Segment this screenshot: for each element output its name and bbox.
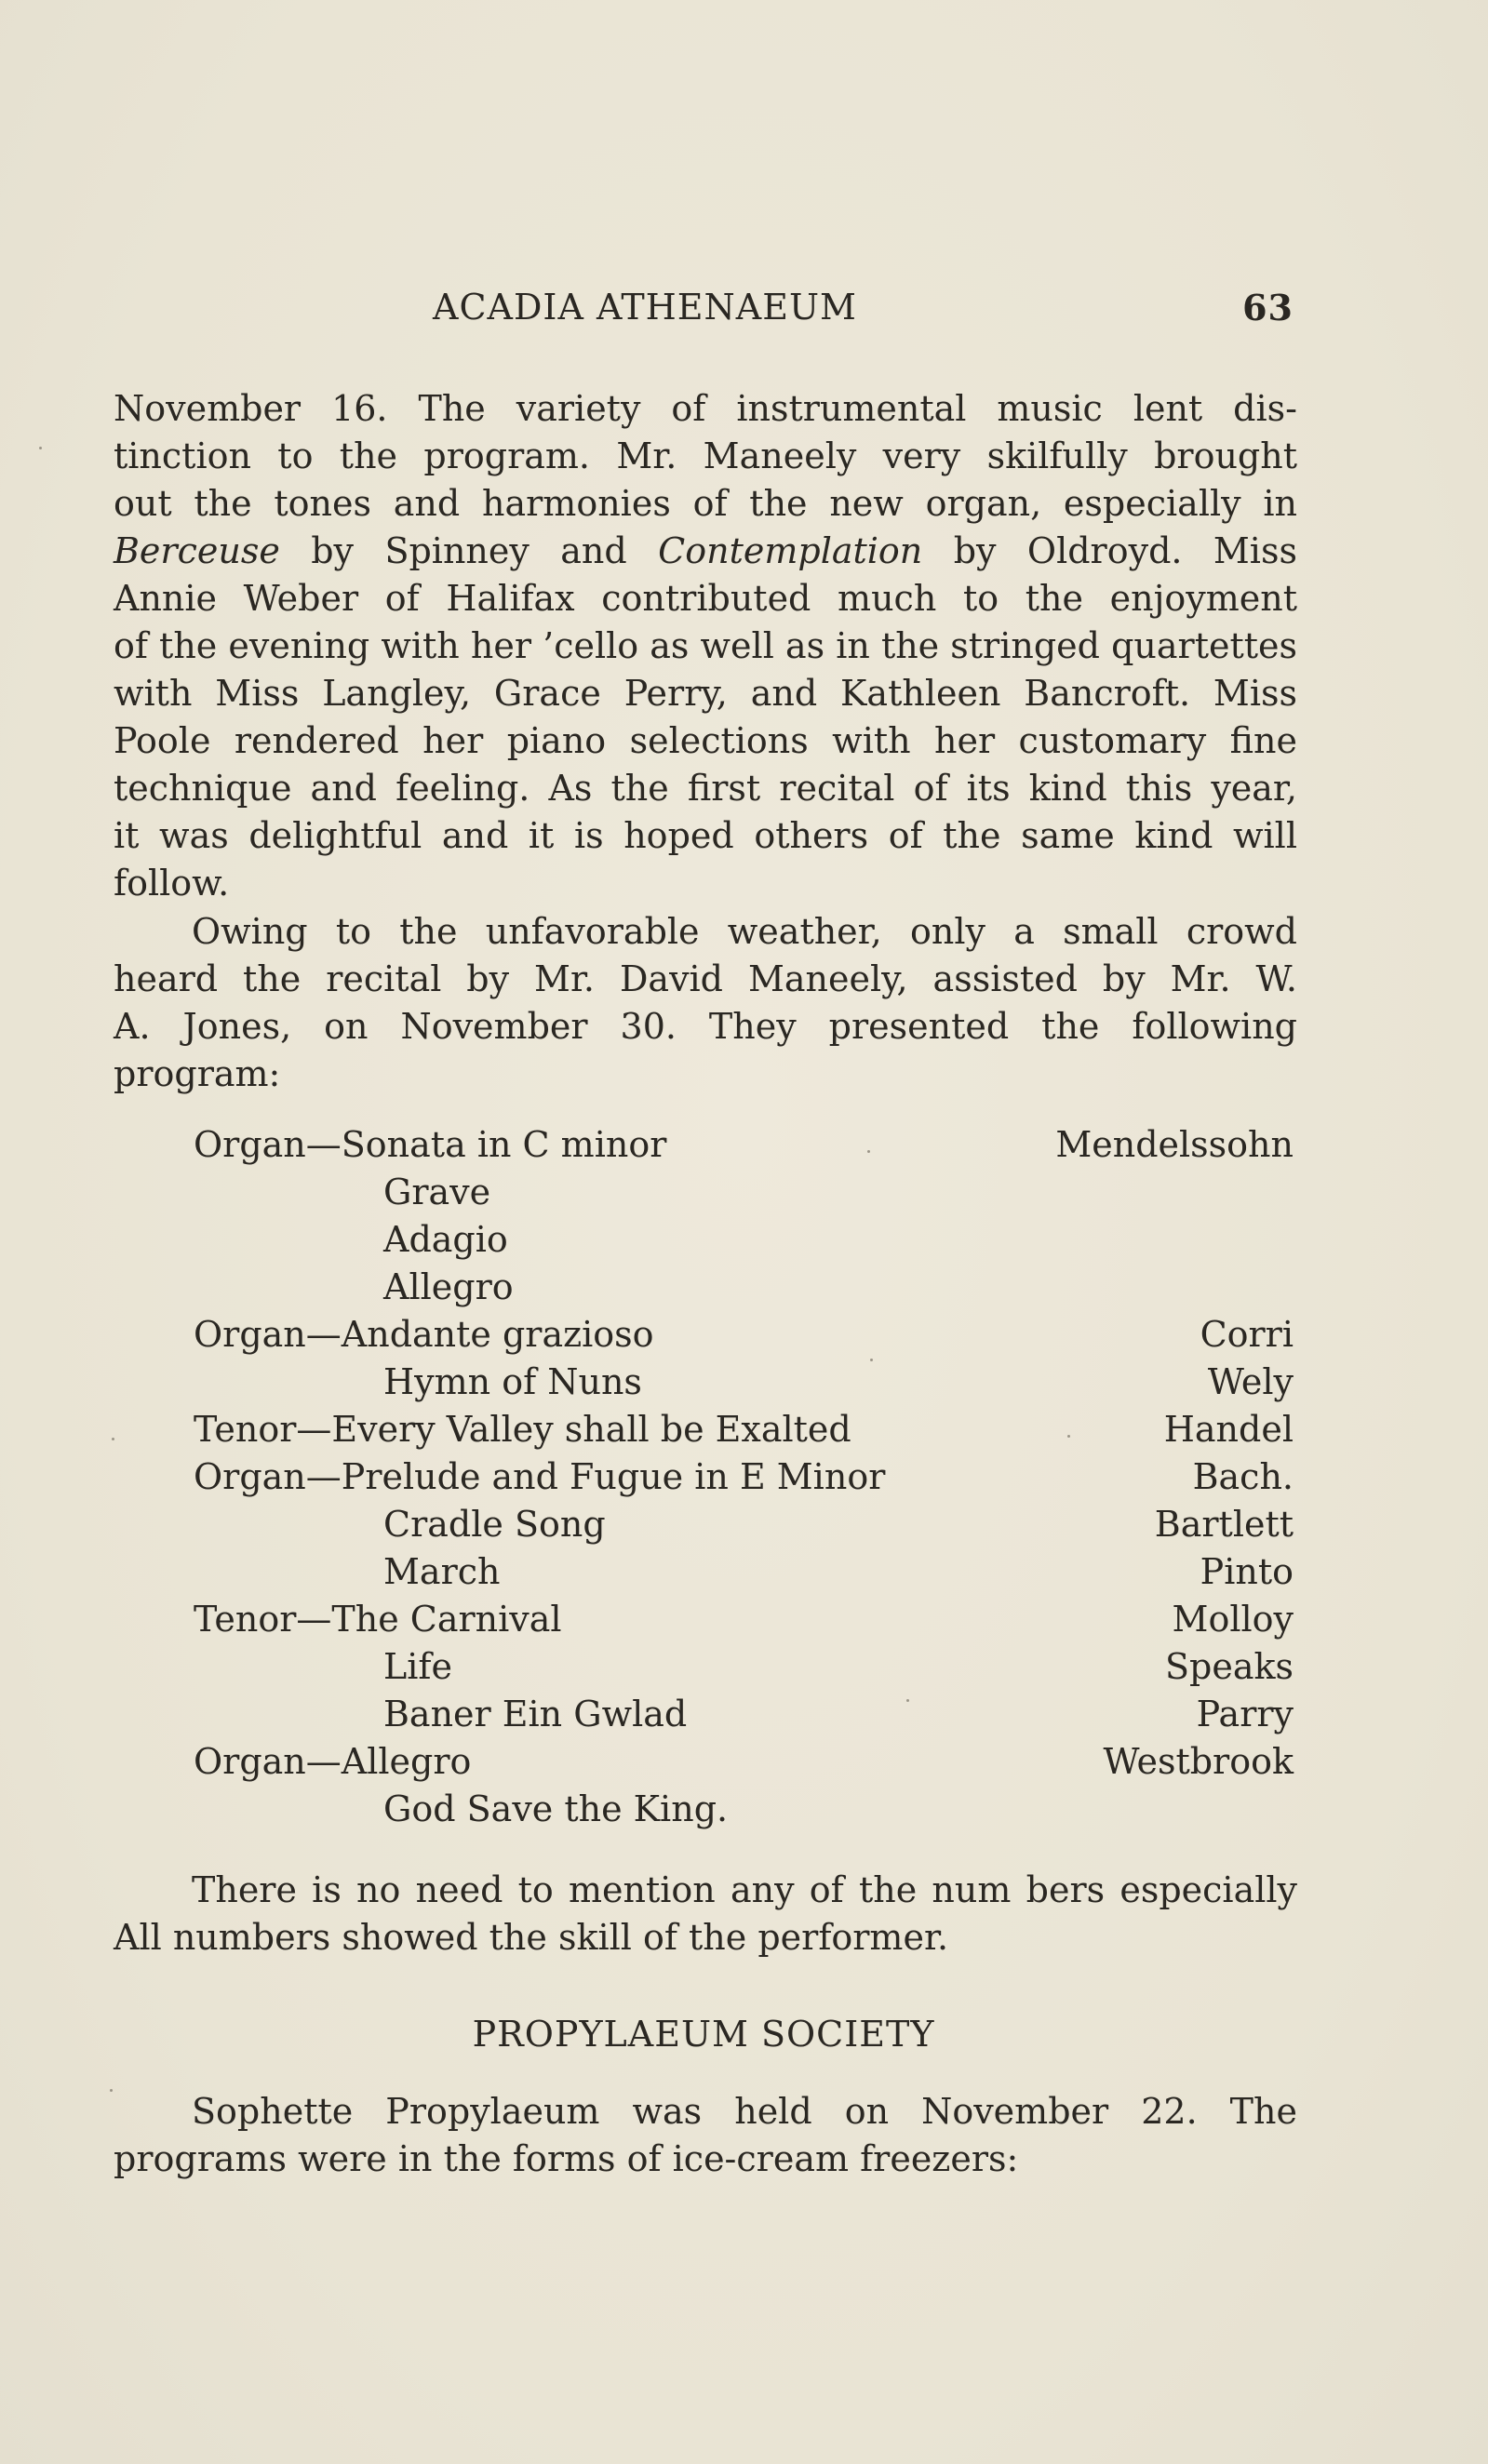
- text-line: Annie Weber of Halifax contributed much to the enjoyment: [114, 578, 1297, 619]
- text-line: All numbers showed the skill of the performer.: [114, 1917, 949, 1958]
- program-row: [194, 1643, 1294, 1691]
- program-row: [194, 1216, 1294, 1264]
- program-piece: Life: [383, 1646, 452, 1687]
- program-composer: Bach.: [1192, 1456, 1294, 1497]
- text-line: Owing to the unfavorable weather, only a small crowd: [192, 911, 1297, 952]
- program-composer: Mendelssohn: [1055, 1124, 1294, 1165]
- page-header: [112, 287, 1294, 335]
- paper-speck: [867, 1150, 870, 1153]
- text-line: program:: [114, 1053, 281, 1094]
- program-composer: Parry: [1196, 1694, 1294, 1734]
- section-heading: PROPYLAEUM SOCIETY: [472, 2014, 935, 2055]
- program-composer: Corri: [1200, 1314, 1294, 1355]
- program-piece: Grave: [383, 1172, 491, 1212]
- program-piece: Organ—Sonata in C minor: [194, 1124, 667, 1165]
- program-piece: Organ—Andante grazioso: [194, 1314, 654, 1355]
- program-row: [194, 1453, 1294, 1501]
- text-line: Sophette Propylaeum was held on November 22. The: [192, 2091, 1297, 2132]
- program-piece: Tenor—The Carnival: [194, 1599, 562, 1640]
- text-line: with Miss Langley, Grace Perry, and Kathleen Bancroft. Miss: [114, 673, 1297, 714]
- text-line-with-titles: [114, 528, 1297, 575]
- program-row: [194, 1738, 1294, 1786]
- program-row: [194, 1786, 1294, 1833]
- program-composer: Wely: [1207, 1361, 1294, 1402]
- program-row: [194, 1691, 1294, 1738]
- text-line: follow.: [114, 863, 230, 904]
- text-fragment: by Oldroyd. Miss: [953, 530, 1297, 571]
- italic-title: Contemplation: [658, 530, 923, 571]
- text-line: Poole rendered her piano selections with her customary fine: [114, 720, 1297, 761]
- program-piece: Organ—Allegro: [194, 1741, 472, 1782]
- text-line: November 16. The variety of instrumental music lent dis-: [114, 388, 1297, 429]
- program-composer: Molloy: [1172, 1599, 1294, 1640]
- program-row: [194, 1121, 1294, 1169]
- text-line: it was delightful and it is hoped others of the same kind will: [114, 815, 1297, 856]
- program-piece: Adagio: [383, 1219, 508, 1260]
- program-row: [194, 1548, 1294, 1596]
- program-row: [194, 1406, 1294, 1453]
- program-piece: Organ—Prelude and Fugue in E Minor: [194, 1456, 886, 1497]
- running-title: ACADIA ATHENAEUM: [433, 287, 857, 328]
- program-row: [194, 1596, 1294, 1643]
- program-row: [194, 1169, 1294, 1216]
- program-piece: Cradle Song: [383, 1504, 606, 1545]
- paper-speck: [870, 1359, 873, 1361]
- paper-speck: [110, 2089, 113, 2092]
- program-row: [194, 1501, 1294, 1548]
- text-line: heard the recital by Mr. David Maneely, assisted by Mr. W.: [114, 958, 1297, 999]
- text-line: of the evening with her ’cello as well as in the stringed quartettes: [114, 625, 1297, 666]
- program-composer: Westbrook: [1103, 1741, 1294, 1782]
- text-line: A. Jones, on November 30. They presented the following: [114, 1006, 1297, 1047]
- program-piece: Hymn of Nuns: [383, 1361, 642, 1402]
- text-fragment: by Spinney and: [311, 530, 627, 571]
- paper-speck: [906, 1699, 909, 1702]
- recital-program-list: [194, 1121, 1294, 1833]
- paragraph-remarks: [114, 1867, 1297, 1962]
- paragraph-program-intro: [114, 908, 1297, 1098]
- program-piece: Tenor—Every Valley shall be Exalted: [194, 1409, 851, 1450]
- program-piece: March: [383, 1551, 501, 1592]
- program-composer: Handel: [1163, 1409, 1294, 1450]
- program-piece: Baner Ein Gwlad: [383, 1694, 688, 1734]
- paragraph-propylaeum: [114, 2088, 1297, 2183]
- text-line: There is no need to mention any of the num bers especially: [192, 1869, 1297, 1910]
- program-composer: Speaks: [1164, 1646, 1294, 1687]
- program-row: [194, 1359, 1294, 1406]
- text-line: programs were in the forms of ice-cream freezers:: [114, 2138, 1019, 2179]
- text-line: technique and feeling. As the first recital of its kind this year,: [114, 768, 1297, 809]
- page-number: 63: [1242, 287, 1294, 328]
- program-composer: Pinto: [1200, 1551, 1294, 1592]
- paragraph-recital-review: [114, 385, 1297, 907]
- text-line: tinction to the program. Mr. Maneely very skilfully brought: [114, 435, 1297, 476]
- program-piece: Allegro: [383, 1266, 514, 1307]
- italic-title: Berceuse: [114, 530, 280, 571]
- program-composer: Bartlett: [1154, 1504, 1294, 1545]
- program-row: [194, 1264, 1294, 1311]
- paper-speck: [1067, 1435, 1070, 1438]
- program-piece: God Save the King.: [383, 1788, 729, 1829]
- text-line: out the tones and harmonies of the new organ, especially in: [114, 483, 1297, 524]
- program-row: [194, 1311, 1294, 1359]
- paper-speck: [39, 447, 42, 449]
- paper-speck: [112, 1438, 114, 1440]
